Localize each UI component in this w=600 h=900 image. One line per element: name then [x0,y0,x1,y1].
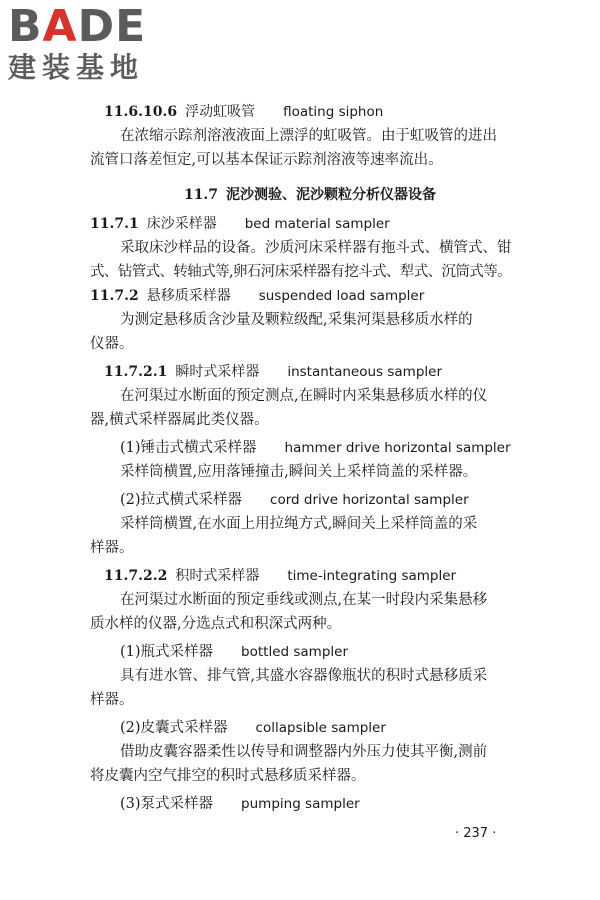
paragraph-line: 将皮囊内空气排空的积时式悬移质采样器。 [90,768,366,784]
list-item-heading: (2)皮囊式采样器 collapsible sampler [120,720,386,736]
page-content [90,100,530,816]
paragraph-line: 式、钻管式、转轴式等,卵石河床采样器有挖斗式、犁式、沉筒式等。 [90,264,512,280]
heading-11-7-2-2: 11.7.2.2 积时式采样器 time-integrating sampler [104,568,457,584]
paragraph-line: 仪器。 [90,336,134,352]
paragraph-line: 流管口落差恒定,可以基本保证示踪剂溶液等速率流出。 [90,152,443,168]
logo-chinese: 建装基地 [8,51,145,84]
list-item-heading: (3)泵式采样器 pumping sampler [120,796,360,812]
logo-wordmark: BADE [8,1,147,52]
paragraph-line: 样器。 [90,692,134,708]
list-item-heading: (1)锤击式横式采样器 hammer drive horizontal sampler [120,440,511,456]
paragraph-line: 具有进水管、排气管,其盛水容器像瓶状的积时式悬移质采 [120,668,488,684]
logo [8,1,178,94]
heading-11-7-2-1: 11.7.2.1 瞬时式采样器 instantaneous sampler [104,364,442,380]
paragraph-line: 在浓缩示踪剂溶液液面上漂浮的虹吸管。由于虹吸管的进出 [120,128,497,144]
paragraph-line: 质水样的仪器,分选点式和积深式两种。 [90,616,342,632]
heading-11-7: 11.7 泥沙测验、泥沙颗粒分析仪器设备 [183,187,437,203]
paragraph-line: 采样筒横置,在水面上用拉绳方式,瞬间关上采样筒盖的采 [120,516,478,532]
paragraph-line: 在河渠过水断面的预定测点,在瞬时内采集悬移质水样的仪 [120,388,488,404]
page-number: · 237 · [455,826,497,841]
heading-11-6-10-6: 11.6.10.6 浮动虹吸管 floating siphon [104,104,384,120]
paragraph-line: 在河渠过水断面的预定垂线或测点,在某一时段内采集悬移 [120,592,488,608]
paragraph-line: 为测定悬移质含沙量及颗粒级配,采集河渠悬移质水样的 [120,312,473,328]
paragraph-line: 采取床沙样品的设备。沙质河床采样器有拖斗式、横管式、钳 [120,240,512,256]
heading-11-7-1: 11.7.1 床沙采样器 bed material sampler [90,216,390,232]
paragraph-line: 借助皮囊容器柔性以传导和调整器内外压力使其平衡,测前 [120,744,488,760]
list-item-heading: (2)拉式横式采样器 cord drive horizontal sampler [120,492,469,508]
paragraph-line: 样器。 [90,540,134,556]
paragraph-line: 器,横式采样器属此类仪器。 [90,412,269,428]
paragraph-line: 采样筒横置,应用落锤撞击,瞬间关上采样筒盖的采样器。 [120,464,478,480]
heading-11-7-2: 11.7.2 悬移质采样器 suspended load sampler [90,288,425,304]
list-item-heading: (1)瓶式采样器 bottled sampler [120,644,349,660]
